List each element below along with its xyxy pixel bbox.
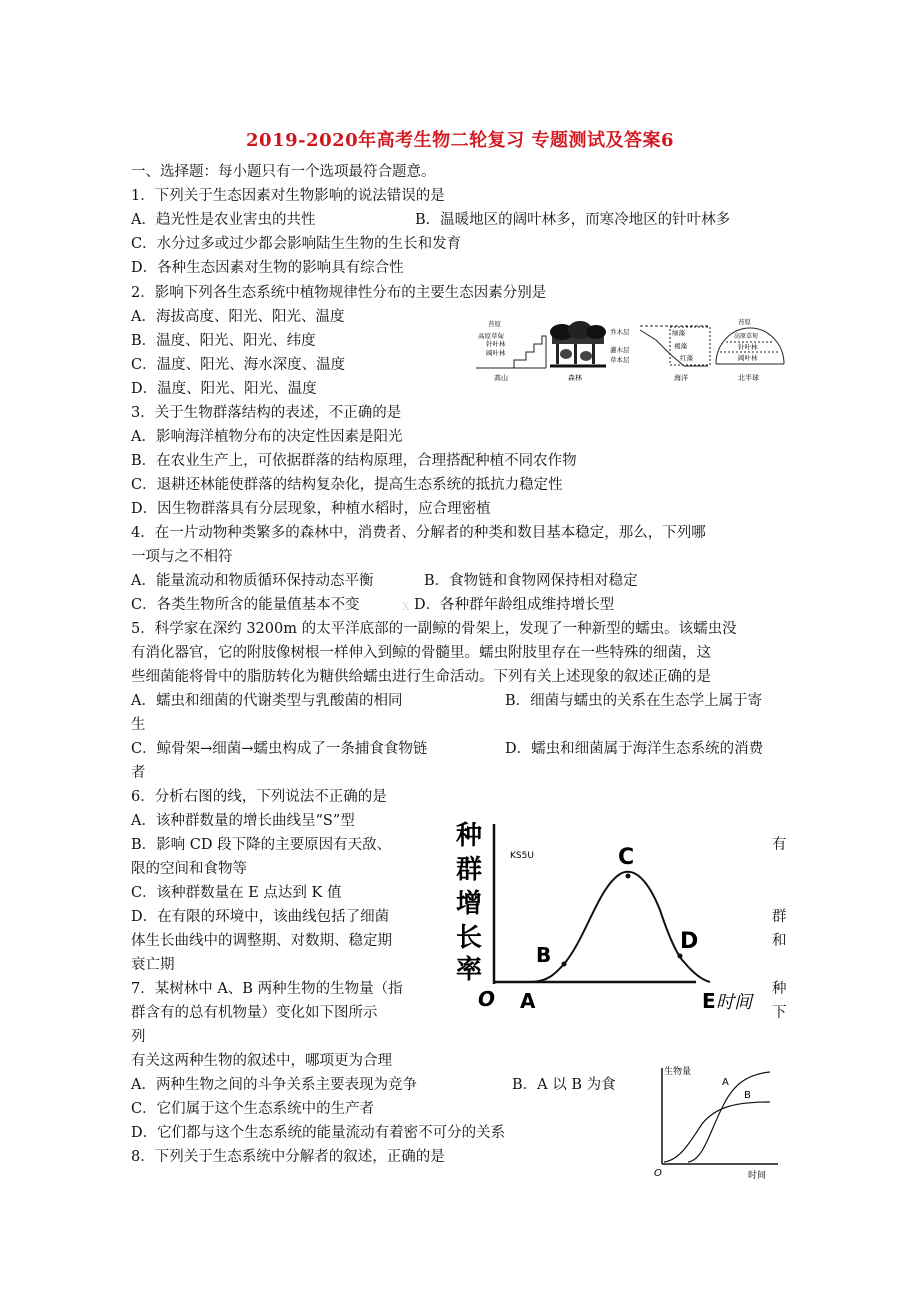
q2-option-b: B．温度、阳光、阳光、纬度 — [131, 333, 316, 349]
q6-option-d-line-3: 衰亡期 — [131, 957, 175, 973]
y-label-char-2: 群 — [456, 855, 483, 885]
biomass-y-label: 生物量 — [664, 1067, 692, 1077]
point-a-label: A — [520, 989, 536, 1013]
mountain-label-3: 针叶林 — [486, 340, 506, 348]
question-8: 8．下列关于生态系统中分解者的叙述，正确的是 — [131, 1149, 445, 1165]
q6-option-d-right-1: 群 — [772, 909, 787, 925]
q7-option-b: B．A 以 B 为食 — [512, 1077, 616, 1093]
q6-option-c: C．该种群数量在 E 点达到 K 值 — [131, 885, 342, 901]
y-label-char-5: 率 — [456, 955, 483, 985]
series-b-curve — [664, 1102, 770, 1162]
question-7-line-4: 有关这两种生物的叙述中，哪项更为合理 — [131, 1053, 392, 1069]
q3-option-c: C．退耕还林能使群落的结构复杂化，提高生态系统的抵抗力稳定性 — [131, 477, 563, 493]
growth-rate-figure — [448, 818, 758, 1028]
watermark: x — [402, 598, 410, 614]
forest-label-2: 灌木层 — [610, 346, 630, 354]
q4-option-c: C．各类生物所含的能量值基本不变 — [131, 597, 360, 613]
series-a-curve — [688, 1072, 770, 1162]
q6-option-a: A．该种群数量的增长曲线呈“S”型 — [131, 813, 355, 829]
question-5-line-3: 些细菌能将骨中的脂肪转化为糖供给蠕虫进行生命活动。下列有关上述现象的叙述正确的是 — [131, 669, 711, 685]
q5-option-c: C．鲸骨架→细菌→蠕虫构成了一条捕食食物链 — [131, 741, 428, 757]
question-6: 6．分析右图的线，下列说法不正确的是 — [131, 789, 387, 805]
question-3: 3．关于生物群落结构的表述，不正确的是 — [131, 405, 402, 421]
q6-option-d-line-1: D．在有限的环境中，该曲线包括了细菌 — [131, 909, 390, 925]
y-label-char-4: 长 — [456, 923, 483, 953]
forest-label-3: 草本层 — [610, 356, 630, 364]
section-heading: 一、选择题：每小题只有一个选项最符合题意。 — [131, 164, 436, 180]
q7-option-a: A．两种生物之间的斗争关系主要表现为竞争 — [131, 1077, 417, 1093]
q6-option-b-line-1: B．影响 CD 段下降的主要原因有天敌、 — [131, 837, 392, 853]
ocean-label-3: 红藻 — [680, 354, 693, 362]
q6-option-d-right-2: 和 — [772, 933, 787, 949]
question-7-right-2: 下 — [772, 1005, 787, 1021]
biomass-figure — [652, 1060, 782, 1182]
q1-option-d: D．各种生态因素对生物的影响具有综合性 — [131, 260, 404, 276]
q6-option-b-line-2: 限的空间和食物等 — [131, 861, 247, 877]
mountain-label-2: 高原草甸 — [478, 332, 504, 340]
point-c-label: C — [618, 845, 635, 870]
point-d-marker — [678, 954, 683, 959]
x-axis-label: 时间 — [716, 992, 752, 1013]
hemisphere-label-3: 针叶林 — [738, 343, 758, 351]
mountain-label-1: 苔原 — [488, 320, 501, 328]
q4-option-b: B．食物链和食物网保持相对稳定 — [424, 573, 638, 589]
growth-rate-curve — [530, 872, 710, 982]
hemisphere-label-4: 阔叶林 — [738, 354, 758, 362]
ocean-panel — [640, 326, 710, 382]
q3-option-d: D．因生物群落具有分层现象，种植水稻时，应合理密植 — [131, 501, 491, 517]
stamp-text: KS5U — [510, 851, 534, 861]
q6-option-b-right: 有 — [772, 837, 787, 853]
ocean-caption: 海洋 — [674, 374, 688, 382]
question-1: 1．下列关于生态因素对生物影响的说法错误的是 — [131, 188, 445, 204]
q7-option-d: D．它们都与这个生态系统的能量流动有着密不可分的关系 — [131, 1125, 506, 1141]
hemisphere-label-1: 苔原 — [738, 318, 751, 326]
q4-option-d: D．各种群年龄组成维持增长型 — [414, 597, 615, 613]
question-7-line-1: 7．某树林中 A、B 两种生物的生物量（指 — [131, 981, 403, 997]
q4-option-a: A．能量流动和物质循环保持动态平衡 — [131, 573, 374, 589]
forest-caption: 森林 — [568, 374, 582, 382]
point-b-label: B — [536, 943, 552, 967]
ocean-label-2: 褐藻 — [674, 342, 687, 350]
origin-label: O — [478, 987, 496, 1011]
question-7-line-2: 群含有的总有机物量）变化如下图所示 — [131, 1005, 378, 1021]
q5-option-a: A．蠕虫和细菌的代谢类型与乳酸菌的相同 — [131, 693, 403, 709]
q2-option-c: C．温度、阳光、海水深度、温度 — [131, 357, 346, 373]
q6-option-d-line-2: 体生长曲线中的调整期、对数期、稳定期 — [131, 933, 392, 949]
question-5-line-1: 5．科学家在深约 3200m 的太平洋底部的一副鲸的骨架上，发现了一种新型的蠕虫。该蠕虫没 — [131, 621, 737, 637]
mountain-label-4: 阔叶林 — [486, 349, 506, 357]
q7-option-c: C．它们属于这个生态系统中的生产者 — [131, 1101, 375, 1117]
question-5-line-2: 有消化器官，它的附肢像树根一样伸入到鲸的骨髓里。蠕虫附肢里存在一些特殊的细菌，这 — [131, 645, 711, 661]
q5-option-d-line-2: 者 — [131, 765, 146, 781]
series-b-label: B — [744, 1090, 751, 1101]
question-4-line-1: 4．在一片动物种类繁多的森林中，消费者、分解者的种类和数目基本稳定，那么，下列哪 — [131, 525, 706, 541]
question-2: 2．影响下列各生态系统中植物规律性分布的主要生态因素分别是 — [131, 285, 547, 301]
q3-option-b: B．在农业生产上，可依据群落的结构原理，合理搭配种植不同农作物 — [131, 453, 577, 469]
q5-option-d-line-1: D．蠕虫和细菌属于海洋生态系统的消费 — [505, 741, 764, 757]
biomass-x-label: 时间 — [748, 1171, 767, 1181]
forest-label-1: 乔木层 — [610, 328, 630, 336]
q1-option-a: A．趋光性是农业害虫的共性 — [131, 212, 316, 228]
question-7-right-1: 种 — [772, 981, 787, 997]
forest-panel — [550, 321, 630, 382]
q1-option-c: C．水分过多或过少都会影响陆生生物的生长和发育 — [131, 236, 462, 252]
page-title: 2019-2020年高考生物二轮复习 专题测试及答案6 — [246, 130, 674, 151]
biomass-origin: O — [654, 1168, 662, 1179]
q1-option-b: B．温暖地区的阔叶林多，而寒冷地区的针叶林多 — [415, 212, 731, 228]
q2-option-a: A．海拔高度、阳光、阳光、温度 — [131, 309, 345, 325]
q5-option-b-line-2: 生 — [131, 717, 146, 733]
q3-option-a: A．影响海洋植物分布的决定性因素是阳光 — [131, 429, 403, 445]
question-4-line-2: 一项与之不相符 — [131, 549, 233, 565]
q2-option-d: D．温度、阳光、阳光、温度 — [131, 381, 317, 397]
y-axis-label — [456, 821, 482, 985]
y-label-char-3: 增 — [456, 889, 483, 919]
ecosystem-distribution-figure — [470, 318, 790, 384]
hemisphere-caption: 北半球 — [738, 374, 759, 382]
hemisphere-label-2: 高原草甸 — [734, 333, 759, 340]
mountain-panel — [476, 319, 546, 382]
question-7-line-3: 列 — [131, 1029, 146, 1045]
point-c-marker — [626, 874, 631, 879]
point-d-label: D — [680, 929, 699, 954]
series-a-label: A — [722, 1077, 729, 1088]
ocean-label-1: 绿藻 — [672, 329, 685, 337]
point-e-label: E — [702, 989, 716, 1013]
point-b-marker — [562, 962, 567, 967]
mountain-caption: 高山 — [494, 374, 508, 382]
q5-option-b-line-1: B．细菌与蠕虫的关系在生态学上属于寄 — [505, 693, 763, 709]
hemisphere-panel — [716, 317, 784, 382]
y-label-char-1: 种 — [456, 821, 483, 851]
